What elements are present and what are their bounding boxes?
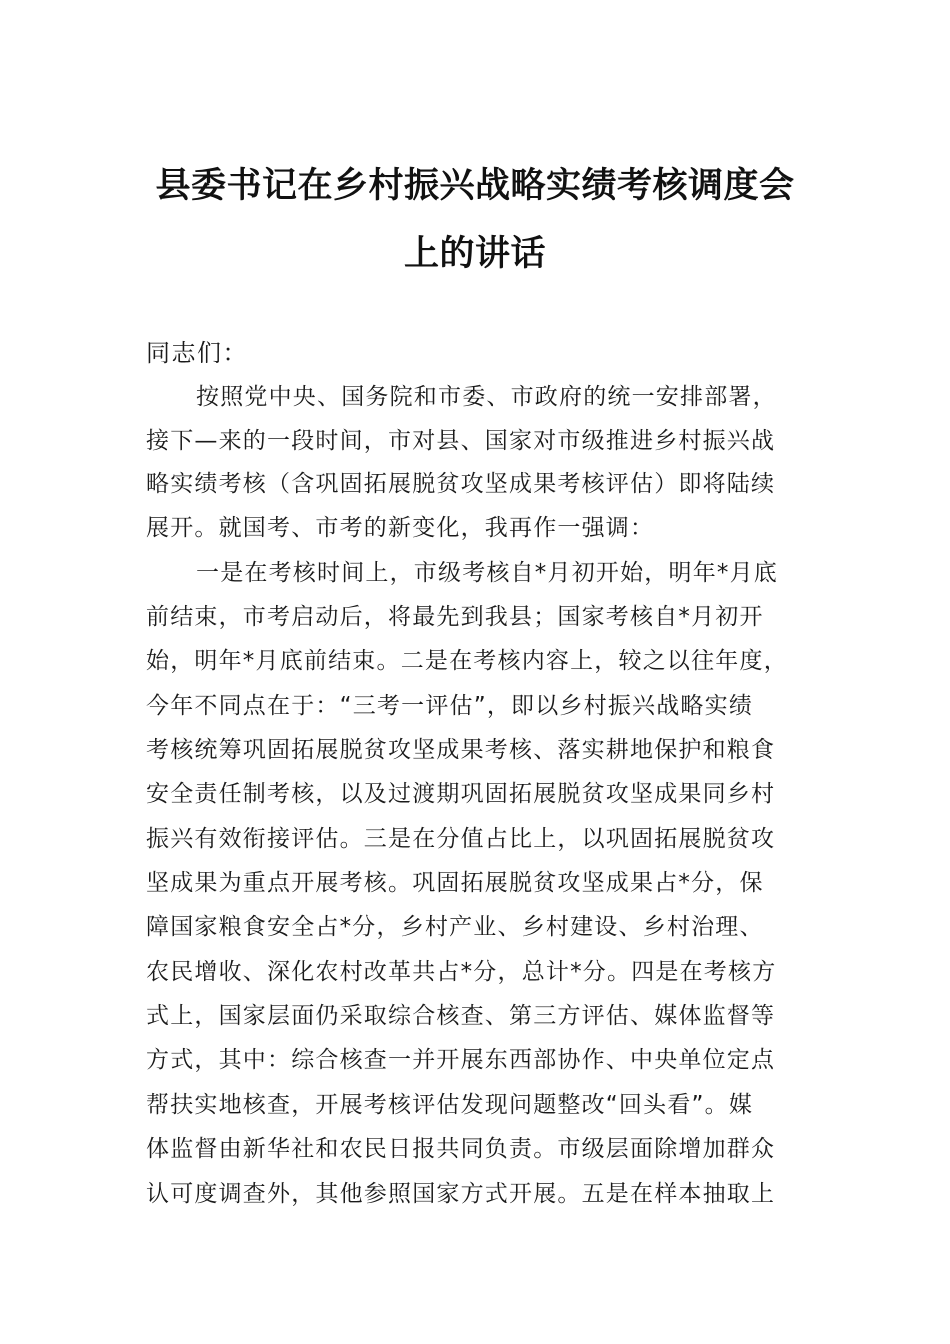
body-line: 一是在考核时间上，市级考核自*月初开始，明年*月底 <box>196 560 778 586</box>
body-line: 方式，其中：综合核查一并开展东西部协作、中央单位定点 <box>146 1047 776 1073</box>
body-line: 展开。就国考、市考的新变化，我再作一强调： <box>146 515 655 541</box>
body-line: 始，明年*月底前结束。二是在考核内容上，较之以往年度， <box>146 648 788 674</box>
body-line: 按照党中央、国务院和市委、市政府的统一安排部署， <box>196 384 777 410</box>
salutation: 同志们： <box>146 339 248 367</box>
body-line: 接下—来的一段时间，市对县、国家对市级推进乡村振兴战 <box>146 428 776 454</box>
body-line: 今年不同点在于：“三考一评估”，即以乡村振兴战略实绩 <box>146 693 754 719</box>
body-line: 帮扶实地核查，开展考核评估发现问题整改“回头看”。媒 <box>146 1092 754 1118</box>
body-line: 坚成果为重点开展考核。巩固拓展脱贫攻坚成果占*分，保 <box>146 870 764 896</box>
body-line: 前结束，市考启动后，将最先到我县；国家考核自*月初开 <box>146 604 764 630</box>
document-title-line-1: 县委书记在乡村振兴战略实绩考核调度会 <box>155 165 795 206</box>
body-line: 式上，国家层面仍采取综合核查、第三方评估、媒体监督等 <box>146 1003 776 1029</box>
body-line: 考核统筹巩固拓展脱贫攻坚成果考核、落实耕地保护和粮食 <box>146 737 776 763</box>
body-line: 农民增收、深化农村改革共占*分，总计*分。四是在考核方 <box>146 959 777 985</box>
body-line: 安全责任制考核，以及过渡期巩固拓展脱贫攻坚成果同乡村 <box>146 781 776 807</box>
body-line: 略实绩考核（含巩固拓展脱贫攻坚成果考核评估）即将陆续 <box>146 471 776 497</box>
body-line: 振兴有效衔接评估。三是在分值占比上，以巩固拓展脱贫攻 <box>146 826 776 852</box>
body-line: 体监督由新华社和农民日报共同负责。市级层面除增加群众 <box>146 1136 776 1162</box>
body-line: 认可度调查外，其他参照国家方式开展。五是在样本抽取上 <box>146 1181 776 1207</box>
document-title-line-2: 上的讲话 <box>403 233 546 274</box>
body-line: 障国家粮食安全占*分，乡村产业、乡村建设、乡村治理、 <box>146 914 764 940</box>
